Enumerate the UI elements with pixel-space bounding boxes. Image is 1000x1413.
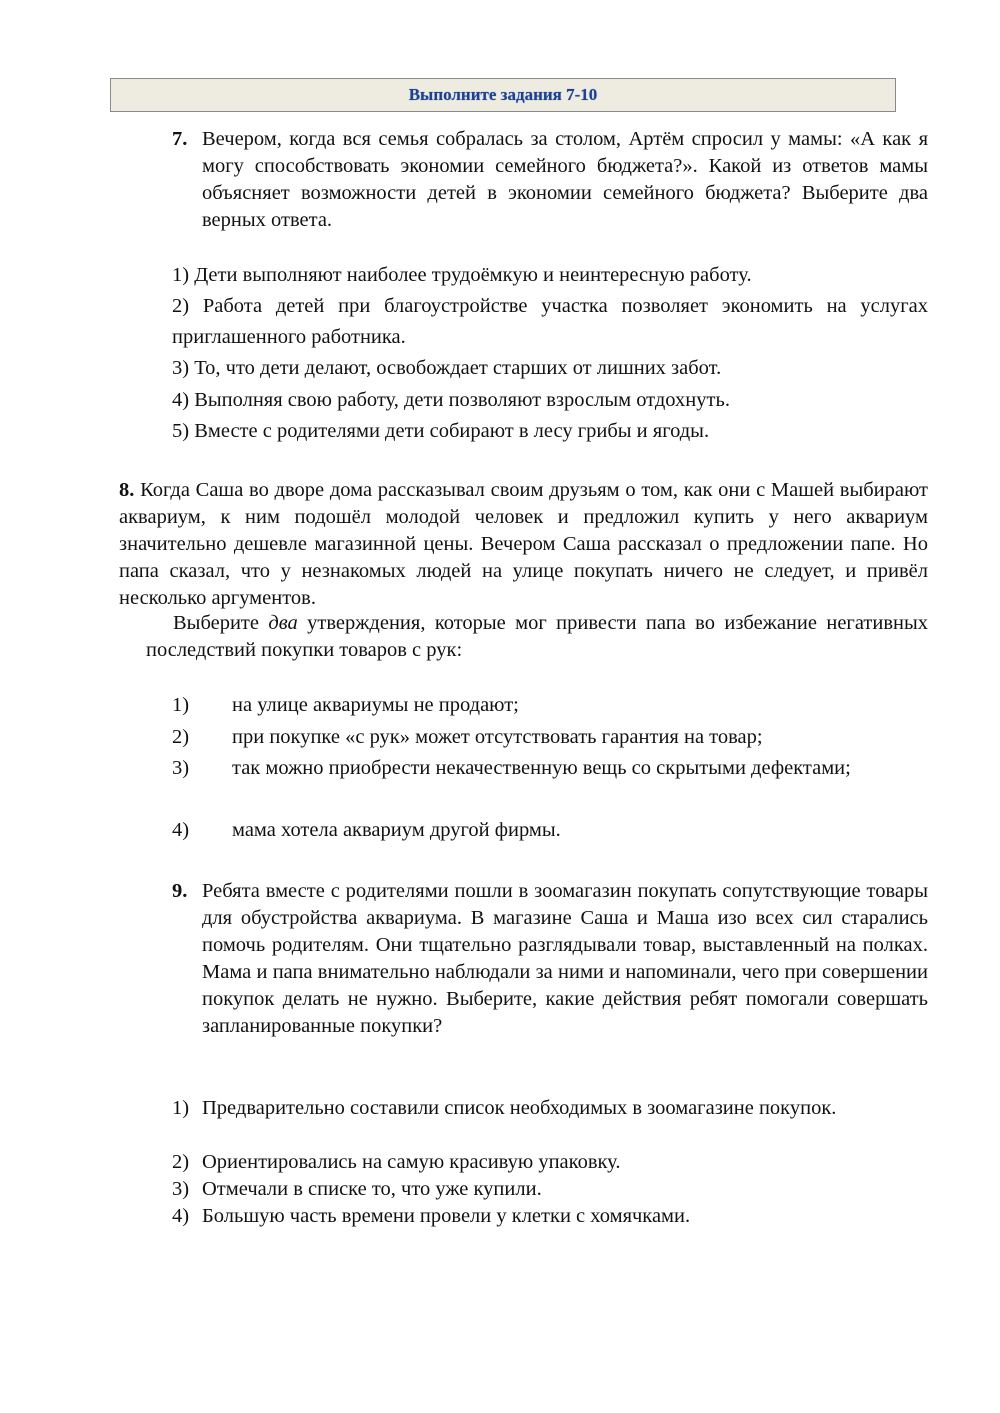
question-8-option-3 — [145, 753, 928, 784]
option-text: Предварительно составили список необходимых в зоомагазине покупок. — [202, 1097, 837, 1119]
header-banner — [110, 78, 896, 112]
question-8-number: 8. — [119, 479, 135, 501]
question-7-text: Вечером, когда вся семья собралась за столом, Артём спросил у мамы: «А как я могу способствовать экономии семейного бюджета?». Какой из ответов мамы объясняет возможности детей в экономии семейного бюджета? Выберите два верных ответа. — [202, 128, 928, 231]
question-7-option-4: 4) Выполняя свою работу, дети позволяют взрослым отдохнуть. — [172, 389, 730, 411]
question-8 — [119, 477, 928, 612]
question-9-option-3 — [172, 1176, 928, 1203]
question-8-instruction-end: утверждения, которые мог привести папа во избежание негативных последствий покупки товаров с рук: — [146, 612, 929, 661]
question-7 — [172, 126, 928, 234]
question-9-option-1 — [172, 1095, 928, 1122]
question-7-option-1: 1) Дети выполняют наиболее трудоёмкую и неинтересную работу. — [172, 264, 752, 286]
option-text: Отмечали в списке то, что уже купили. — [202, 1178, 542, 1200]
option-number: 1) — [172, 694, 190, 716]
question-7-option-3: 3) То, что дети делают, освобождает старших от лишних забот. — [172, 357, 722, 379]
question-9-option-2 — [172, 1149, 928, 1176]
question-8-instruction — [146, 610, 928, 664]
option-text: так можно приобрести некачественную вещь со скрытыми дефектами; — [232, 757, 851, 779]
question-7-option-5: 5) Вместе с родителями дети собирают в лесу грибы и ягоды. — [172, 420, 710, 442]
question-7-number: 7. — [172, 128, 188, 150]
header-title: Выполните задания 7-10 — [408, 85, 598, 104]
option-text: мама хотела аквариум другой фирмы. — [232, 819, 561, 841]
option-text: Большую часть времени провели у клетки с хомячками. — [202, 1205, 691, 1227]
question-8-instruction-emphasis: два — [268, 612, 298, 634]
option-text: при покупке «с рук» может отсутствовать гарантия на товар; — [232, 726, 763, 748]
question-9-option-4 — [172, 1203, 928, 1230]
question-9-number: 9. — [172, 880, 188, 902]
question-8-option-1 — [172, 690, 928, 721]
question-8-text: Когда Саша во дворе дома рассказывал своим друзьям о том, как они с Машей выбирают аквариум, к ним подошёл молодой человек и предложил купить у него аквариум значительно дешевле магазинной цены. Вечером Саша рассказал о предложении папе. Но папа сказал, что у незнакомых людей на улице покупать ничего не следует, и привёл несколько аргументов. — [119, 479, 929, 609]
option-number: 2) — [172, 1151, 190, 1173]
question-7-option-2: 2) Работа детей при благоустройстве участка позволяет экономить на услугах приглашенного работника. — [172, 295, 928, 348]
question-8-option-4 — [172, 815, 928, 846]
question-8-instruction-start: Выберите — [173, 612, 269, 634]
option-number: 2) — [172, 726, 190, 748]
option-text: на улице аквариумы не продают; — [232, 694, 519, 716]
option-number: 1) — [172, 1097, 190, 1119]
question-9 — [172, 878, 928, 1040]
option-number: 3) — [172, 757, 190, 779]
option-text: Ориентировались на самую красивую упаковку. — [202, 1151, 621, 1173]
option-number: 4) — [172, 1205, 190, 1227]
option-number: 4) — [172, 819, 190, 841]
question-9-text: Ребята вместе с родителями пошли в зоомагазин покупать сопутствующие товары для обустройства аквариума. В магазине Саша и Маша изо всех сил старались помочь родителям. Они тщательно разглядывали товар, выставленный на полках. Мама и папа внимательно наблюдали за ними и напоминали, чего при совершении покупок делать не нужно. Выберите, какие действия ребят помогали совершать запланированные покупки? — [202, 880, 928, 1037]
question-8-option-2 — [172, 722, 928, 753]
option-number: 3) — [172, 1178, 190, 1200]
